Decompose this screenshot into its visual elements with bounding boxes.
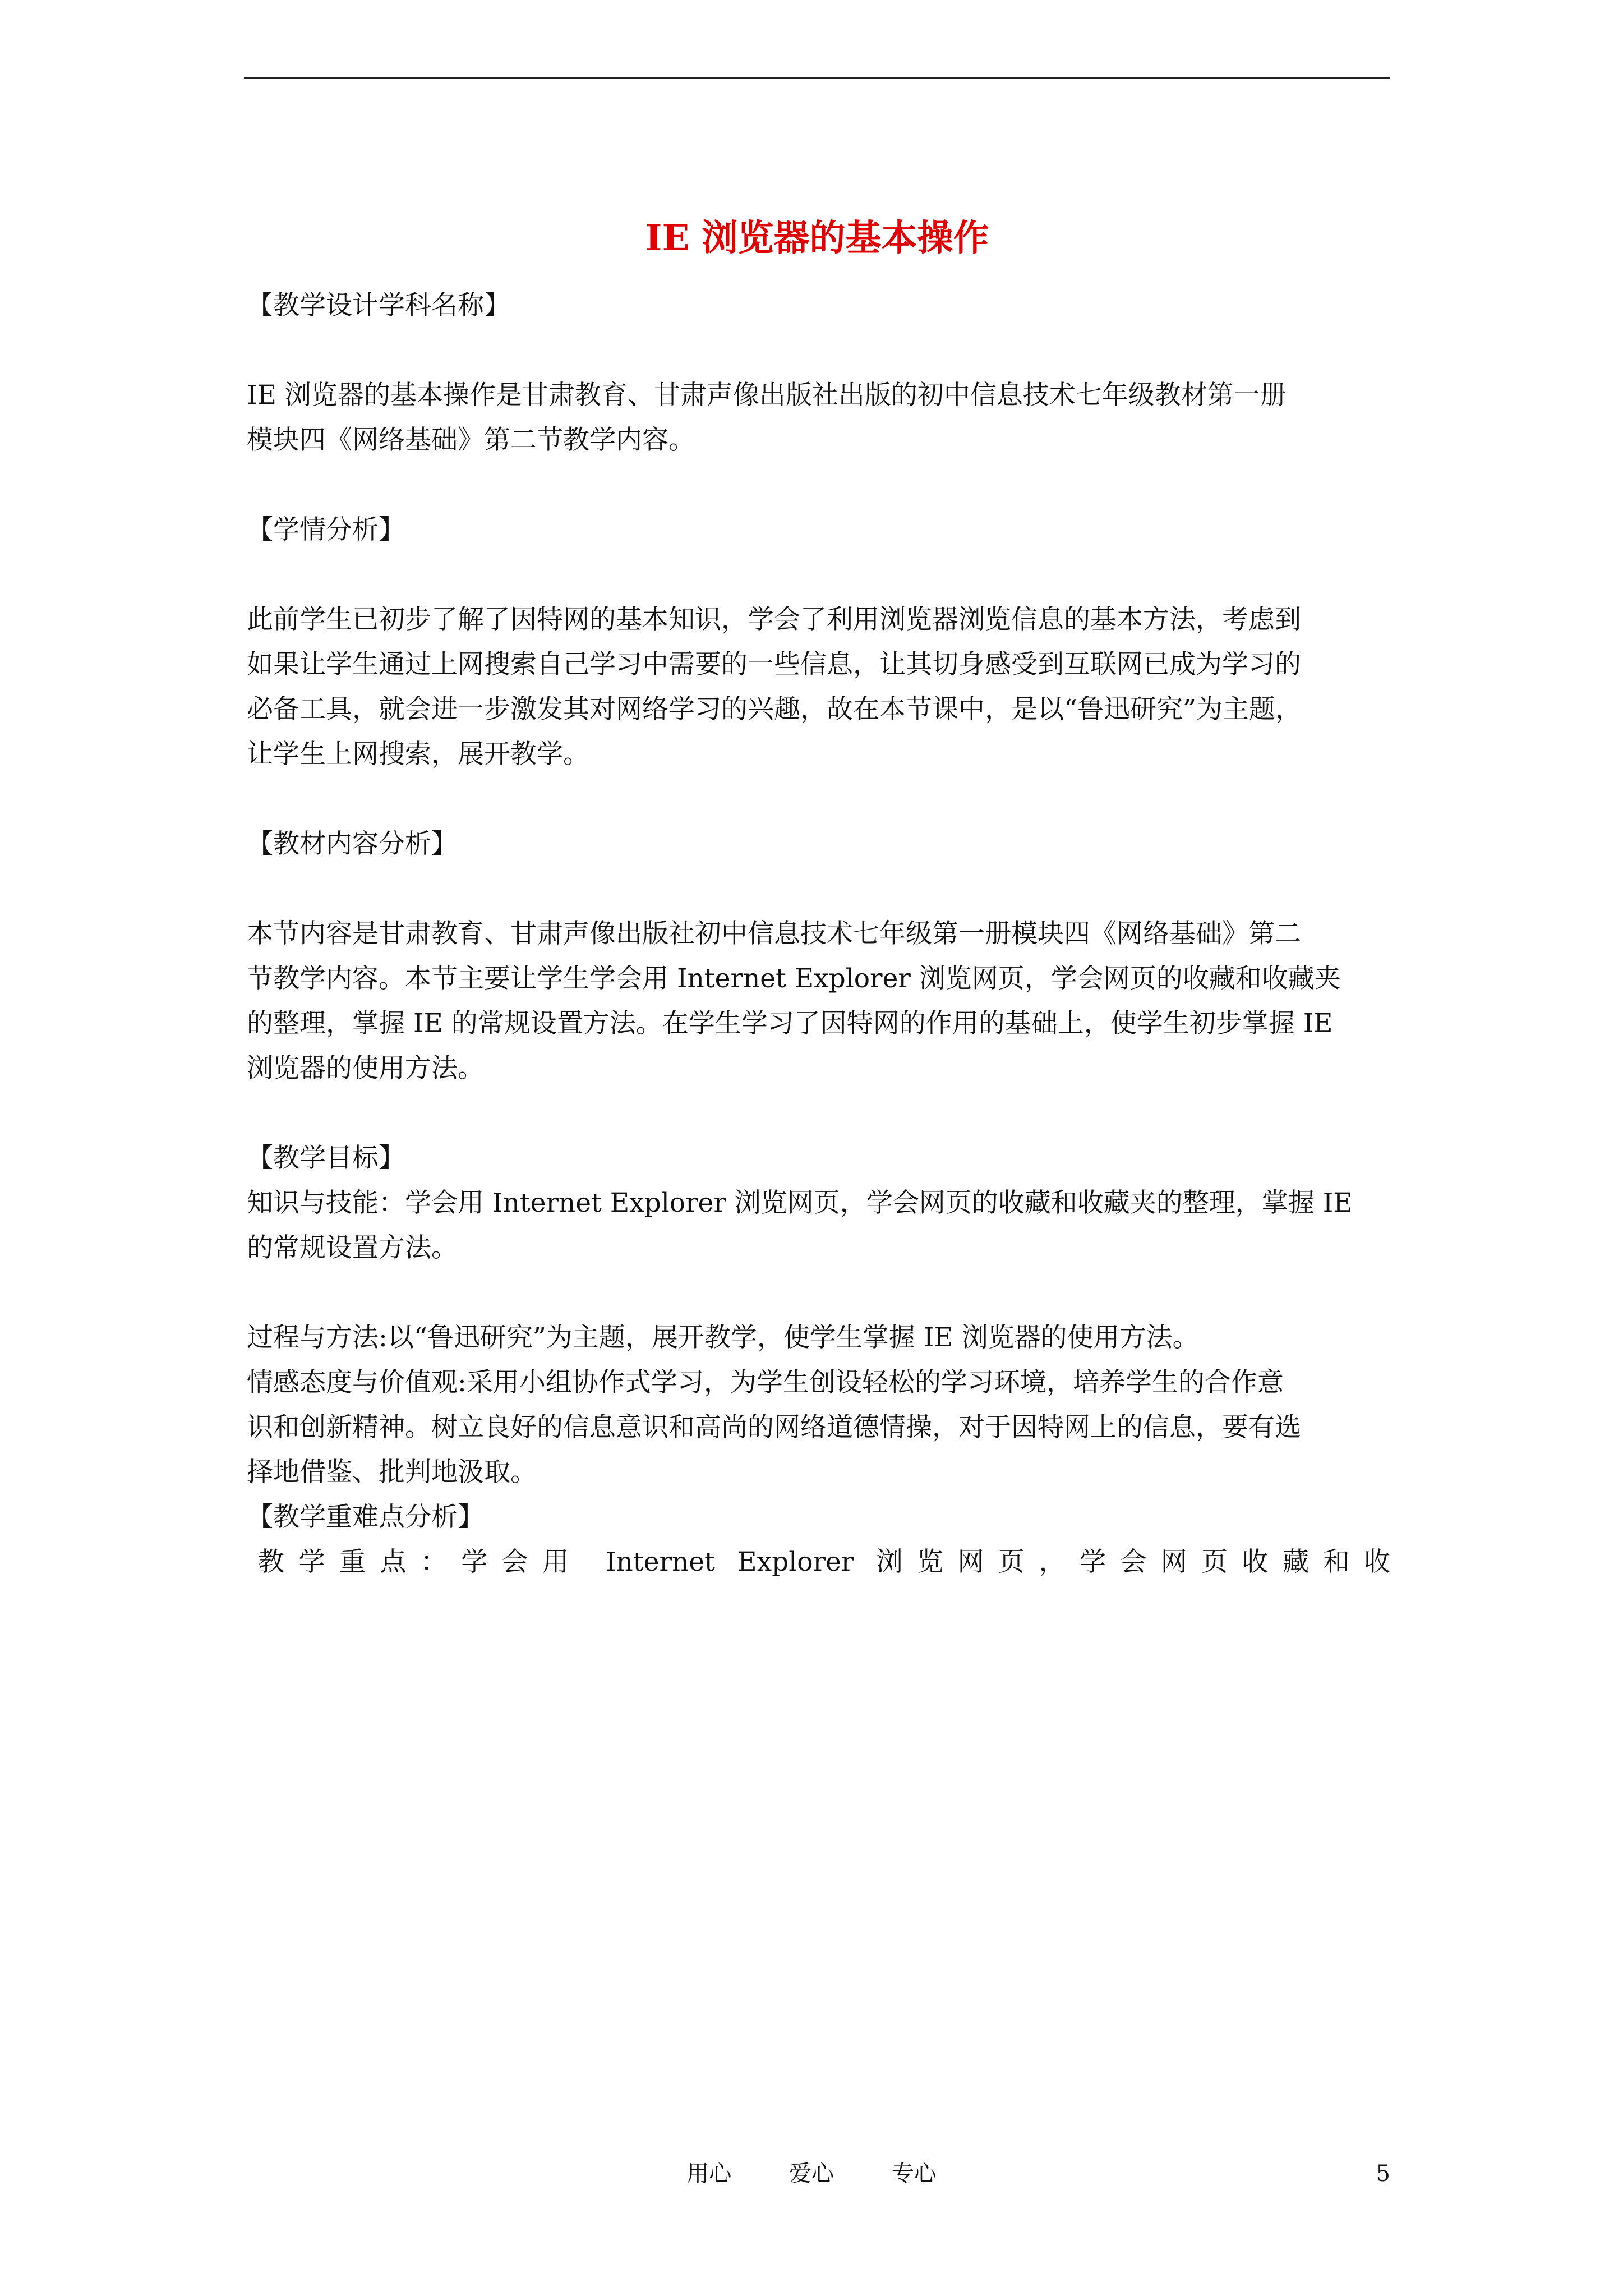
section-heading-content-analysis: 【教材内容分析】 (247, 829, 458, 859)
paragraph-gap (247, 777, 1390, 822)
header-rule (244, 77, 1390, 79)
paragraph-gap (247, 553, 1390, 597)
document-body (247, 283, 1390, 1585)
text-line-justified: 教学重点：学会用 Internet Explorer 浏览网页，学会网页收藏和收 (258, 1547, 1390, 1577)
text-line: 择地借鉴、批判地汲取。 (247, 1457, 537, 1488)
footer-motto-item: 专心 (891, 2161, 937, 2187)
paragraph-gap (247, 1271, 1390, 1315)
text-line: 浏览器的使用方法。 (247, 1053, 484, 1084)
page-number: 5 (1376, 2161, 1390, 2187)
section-heading-learner-analysis: 【学情分析】 (247, 514, 405, 545)
text-line: 过程与方法:以“鲁迅研究”为主题，展开教学，使学生掌握 IE 浏览器的使用方法。 (247, 1322, 1199, 1353)
footer-motto-item: 爱心 (789, 2161, 834, 2187)
text-line: 如果让学生通过上网搜索自己学习中需要的一些信息，让其切身感受到互联网已成为学习的 (247, 649, 1301, 680)
text-line: 此前学生已初步了解了因特网的基本知识，学会了利用浏览器浏览信息的基本方法，考虑到 (247, 604, 1301, 635)
text-line: 识和创新精神。树立良好的信息意识和高尚的网络道德情操，对于因特网上的信息，要有选 (247, 1412, 1301, 1443)
text-line: 节教学内容。本节主要让学生学会用 Internet Explorer 浏览网页，学会网页的收藏和收藏夹 (247, 963, 1341, 994)
section-heading-key-points: 【教学重难点分析】 (247, 1502, 484, 1533)
text-line: IE 浏览器的基本操作是甘肃教育、甘肃声像出版社出版的初中信息技术七年级教材第一册 (247, 380, 1287, 411)
text-line: 让学生上网搜索，展开教学。 (247, 739, 589, 770)
text-line: 必备工具，就会进一步激发其对网络学习的兴趣，故在本节课中，是以“鲁迅研究”为主题， (247, 694, 1302, 725)
page-title: IE 浏览器的基本操作 (645, 217, 989, 259)
section-heading-objectives: 【教学目标】 (247, 1143, 405, 1174)
text-line: 的常规设置方法。 (247, 1232, 458, 1263)
paragraph-gap (247, 867, 1390, 912)
paragraph-gap (247, 328, 1390, 373)
text-line: 知识与技能：学会用 Internet Explorer 浏览网页，学会网页的收藏和收藏夹的整理，掌握 IE (247, 1188, 1353, 1218)
section-heading-subject: 【教学设计学科名称】 (247, 290, 510, 321)
text-line: 本节内容是甘肃教育、甘肃声像出版社初中信息技术七年级第一册模块四《网络基础》第二 (247, 918, 1301, 949)
text-line: 情感态度与价值观:采用小组协作式学习，为学生创设轻松的学习环境，培养学生的合作意 (247, 1367, 1284, 1398)
paragraph-gap (247, 1091, 1390, 1136)
text-line: 的整理，掌握 IE 的常规设置方法。在学生学习了因特网的作用的基础上，使学生初步掌握 IE (247, 1008, 1333, 1039)
paragraph-gap (247, 463, 1390, 508)
text-line: 模块四《网络基础》第二节教学内容。 (247, 425, 695, 455)
footer-motto-item: 用心 (686, 2161, 732, 2187)
